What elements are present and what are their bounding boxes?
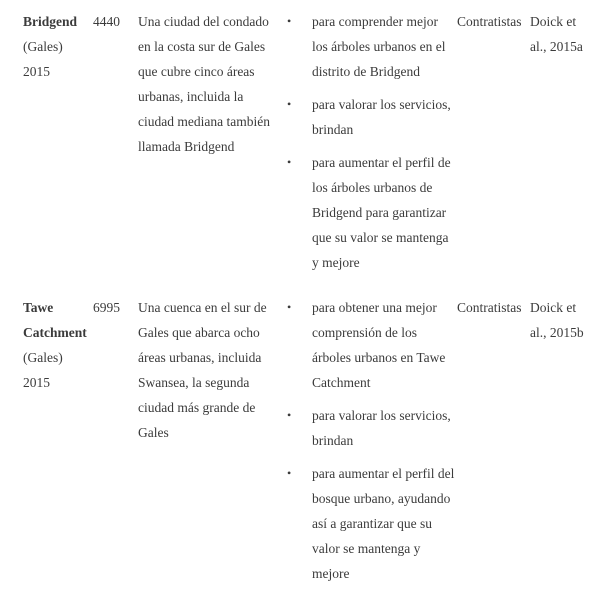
surveyors-cell: Contratistas: [457, 14, 522, 29]
purpose-text: para valorar los servicios, brindan: [312, 97, 451, 137]
purpose-text: para aumentar el perfil de los árboles urbanos de Bridgend para garantizar que su valor se mantenga y mejore: [312, 155, 451, 270]
purpose-text: para obtener una mejor comprensión de los árboles urbanos en Tawe Catchment: [312, 300, 446, 390]
reference-cell: Doick et al., 2015a: [530, 14, 583, 54]
purpose-item: [285, 150, 457, 275]
sample-size-cell: 6995: [93, 300, 120, 315]
purposes-list: [285, 9, 457, 275]
site-name: Bridgend: [23, 14, 78, 29]
description-cell: Una ciudad del condado en la costa sur de Gales que cubre cinco áreas urbanas, incluida la ciudad mediana también llamada Bridgend: [138, 14, 270, 154]
bullet-icon: •: [287, 300, 292, 314]
purposes-list: [285, 295, 457, 586]
purpose-item: [285, 9, 457, 84]
site-name: Tawe Catchment: [23, 300, 87, 340]
bullet-icon: •: [287, 155, 292, 169]
purpose-item: [285, 461, 457, 586]
bullet-icon: •: [287, 408, 292, 422]
site-cell: [23, 295, 93, 395]
purpose-item: [285, 295, 457, 395]
surveyors-cell: Contratistas: [457, 300, 522, 315]
reference-cell: Doick et al., 2015b: [530, 300, 584, 340]
site-cell: [23, 9, 93, 84]
bullet-icon: •: [287, 14, 292, 28]
purpose-text: para aumentar el perfil del bosque urbano, ayudando así a garantizar que su valor se mantenga y mejore: [312, 466, 455, 581]
purpose-text: para comprender mejor los árboles urbanos en el distrito de Bridgend: [312, 14, 446, 79]
table-row: [23, 9, 616, 275]
description-cell: Una cuenca en el sur de Gales que abarca ocho áreas urbanas, incluida Swansea, la segunda ciudad más grande de Gales: [138, 300, 267, 440]
site-detail: (Gales) 2015: [23, 350, 63, 390]
purpose-item: [285, 403, 457, 453]
site-detail: (Gales) 2015: [23, 39, 63, 79]
purpose-text: para valorar los servicios, brindan: [312, 408, 451, 448]
bullet-icon: •: [287, 466, 292, 480]
purpose-item: [285, 92, 457, 142]
table-row: [23, 295, 616, 586]
sample-size-cell: 4440: [93, 14, 120, 29]
bullet-icon: •: [287, 97, 292, 111]
